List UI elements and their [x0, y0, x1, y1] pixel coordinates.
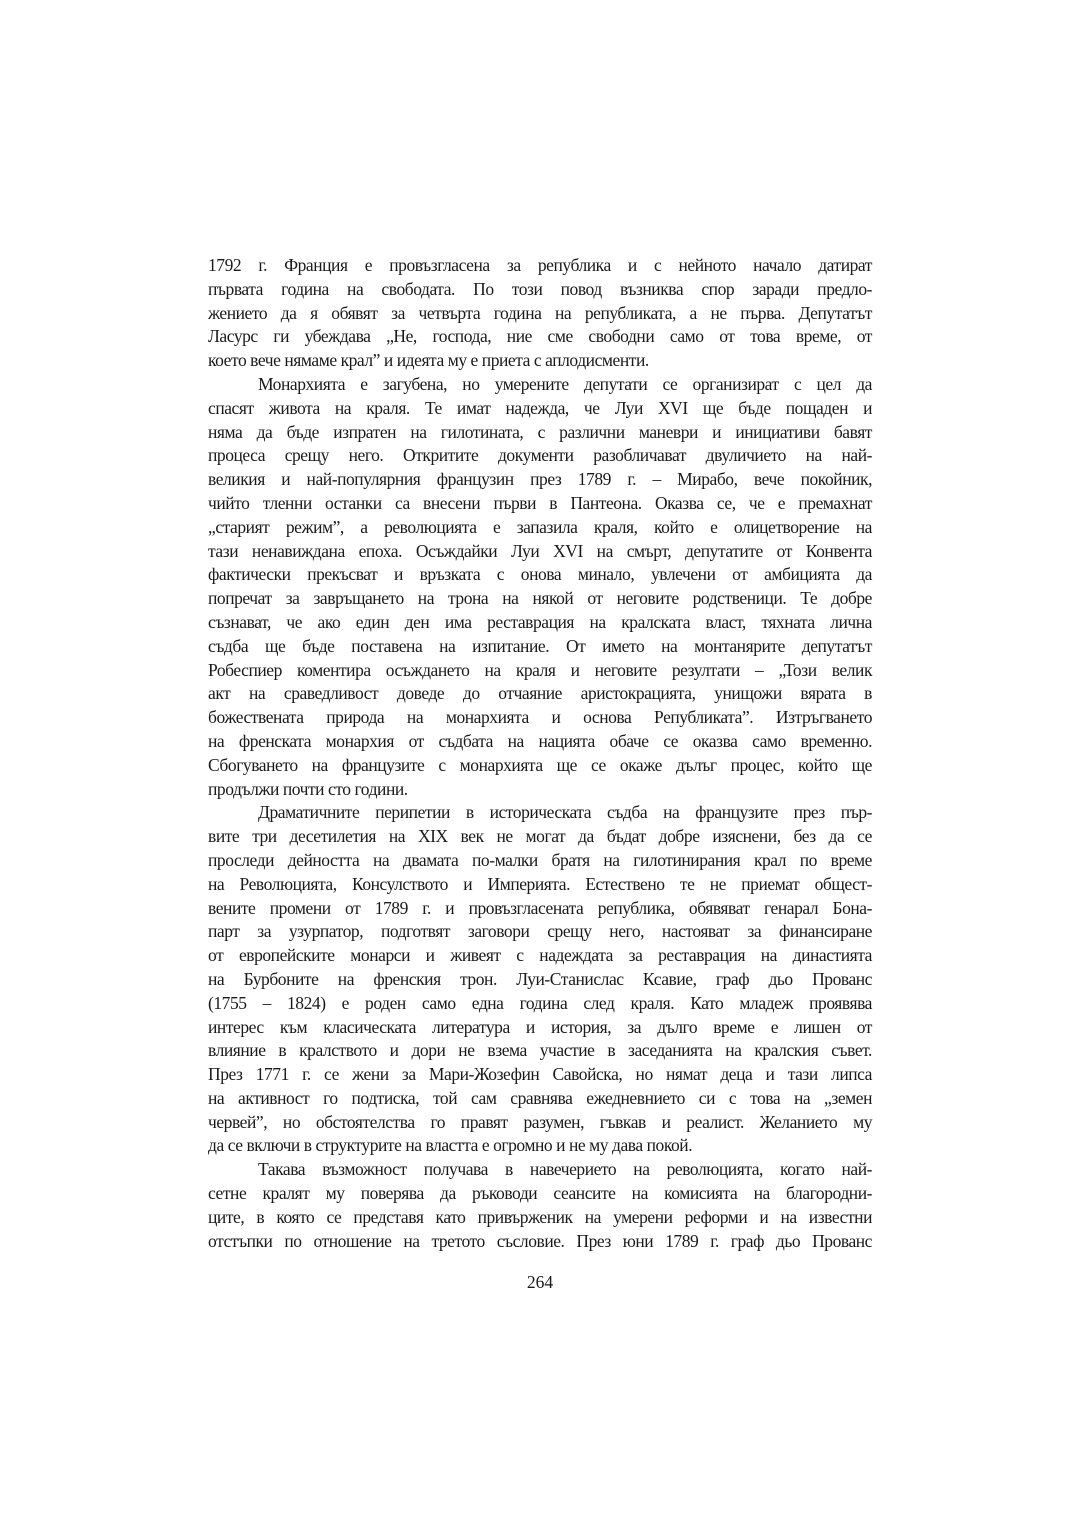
- text-line: червей”, но обстоятелства го правят разумен, гъвкав и реалист. Желанието му: [208, 1111, 872, 1132]
- text-line: ците, в която се представя като привърженик на умерени реформи и на известни: [208, 1206, 872, 1227]
- text-line: на активност го подтиска, той сам сравнява ежедневнието си с това на „земен: [208, 1087, 872, 1108]
- text-line: тази ненавиждана епоха. Осъждайки Луи XVI на смърт, депутатите от Конвента: [208, 540, 872, 561]
- text-line: на Революцията, Консулството и Империята. Естествено те не приемат общест-: [208, 873, 872, 894]
- text-line: Монархията е загубена, но умерените депутати се организират с цел да: [258, 373, 872, 394]
- text-line: интерес към класическата литература и история, за дълго време е лишен от: [208, 1016, 872, 1037]
- text-line: чийто тленни останки са внесени първи в Пантеона. Оказва се, че е премахнат: [208, 492, 872, 513]
- text-line: на Бурбоните на френския трон. Луи-Станислас Ксавие, граф дьо Прованс: [208, 968, 872, 989]
- text-line: парт за узурпатор, подготвят заговори срещу него, настояват за финансиране: [208, 921, 872, 942]
- text-line: съдба ще бъде поставена на изпитание. От името на монтанярите депутатът: [208, 635, 872, 656]
- text-line: Такава възможност получава в навечерието на революцията, когато най-: [258, 1159, 872, 1180]
- text-line: великия и най-популярния французин през 1789 г. – Мирабо, вече покойник,: [208, 469, 872, 490]
- text-line: първата година на свободата. По този повод възниква спор заради предло-: [208, 278, 872, 299]
- text-line: „старият режим”, а революцията е запазила краля, който е олицетворение на: [208, 516, 872, 537]
- text-line: което вече нямаме крал” и идеята му е приета с аплодисменти.: [208, 350, 649, 371]
- text-line: вените промени от 1789 г. и провъзгласената република, обявяват генарал Бона-: [208, 897, 872, 918]
- text-line: Сбогуването на французите с монархията ще се окаже дълъг процес, който ще: [208, 754, 872, 775]
- text-line: продължи почти сто години.: [208, 778, 408, 799]
- body-text: [208, 254, 872, 1253]
- text-line: 1792 г. Франция е провъзгласена за република и с нейното начало датират: [208, 255, 872, 275]
- text-line: няма да бъде изпратен на гилотината, с различни маневри и инициативи бавят: [208, 421, 872, 442]
- text-line: влияние в кралството и дори не взема участие в заседанията на кралския съвет.: [208, 1040, 872, 1061]
- text-line: сетне кралят му поверява да ръководи сеансите на комисията на благородни-: [208, 1183, 872, 1204]
- text-line: съзнават, че ако един ден има реставрация на кралската власт, тяхната лична: [208, 611, 872, 632]
- text-line: Робеспиер коментира осъждането на краля и неговите резултати – „Този велик: [208, 659, 872, 680]
- text-line: да се включи в структурите на властта е огромно и не му дава покой.: [208, 1135, 693, 1156]
- text-line: (1755 – 1824) е роден само една година след краля. Като младеж проявява: [208, 992, 872, 1013]
- text-line: фактически прекъсват и връзката с онова минало, увлечени от амбицията да: [208, 564, 872, 585]
- text-line: жението да я обявят за четвърта година на републиката, а не първа. Депутатът: [208, 302, 872, 323]
- text-line: отстъпки по отношение на третото съсловие. През юни 1789 г. граф дьо Прованс: [208, 1230, 872, 1251]
- text-line: от европейските монарси и живеят с надеждата за реставрация на династията: [208, 945, 872, 966]
- page-number: 264: [526, 1272, 554, 1292]
- text-line: процеса срещу него. Откритите документи разобличават двуличието на най-: [208, 445, 872, 466]
- text-line: акт на сраведливост доведе до отчаяние аристокрацията, унищожи вярата в: [208, 683, 872, 704]
- text-line: попречат за завръщането на трона на някой от неговите родственици. Те добре: [208, 588, 872, 609]
- text-line: вите три десетилетия на XIX век не могат да бъдат добре изяснени, без да се: [208, 826, 872, 847]
- text-line: Ласурс ги убеждава „Не, господа, ние сме свободни само от това време, от: [208, 326, 872, 347]
- text-line: божествената природа на монархията и основа Републиката”. Изтръгването: [208, 707, 872, 728]
- text-line: спасят живота на краля. Те имат надежда, че Луи XVI ще бъде пощаден и: [208, 397, 872, 418]
- text-line: През 1771 г. се жени за Мари-Жозефин Савойска, но нямат деца и тази липса: [208, 1064, 872, 1085]
- text-line: Драматичните перипетии в историческата съдба на французите през пър-: [258, 802, 872, 823]
- text-line: проследи дейността на двамата по-малки братя на гилотинирания крал по време: [208, 849, 872, 870]
- text-line: на френската монархия от съдбата на нацията обаче се оказва само временно.: [208, 730, 872, 751]
